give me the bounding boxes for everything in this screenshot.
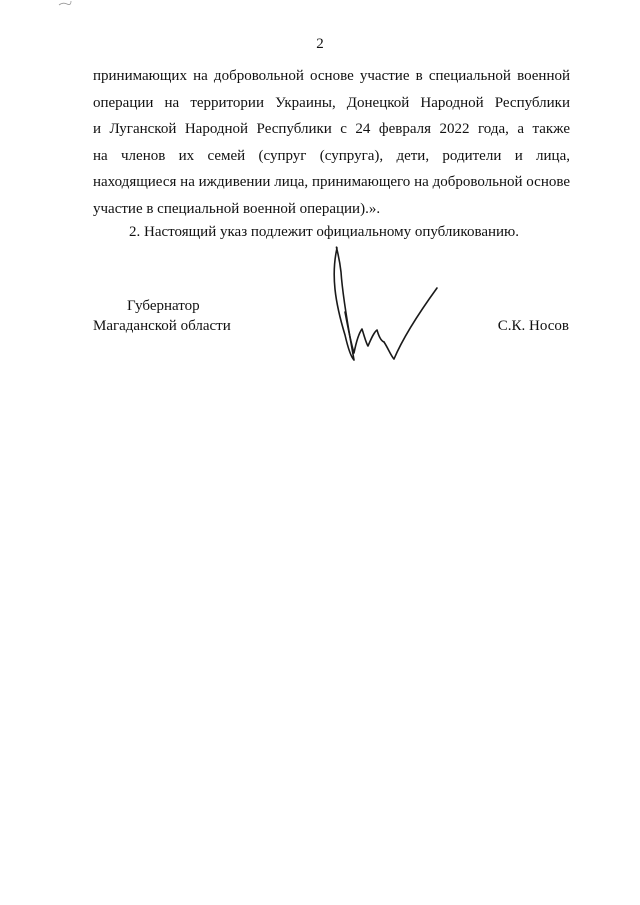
- paragraph-line: операции на территории Украины, Донецкой Народной Республики: [93, 94, 570, 111]
- page-number: 2: [316, 36, 324, 52]
- paragraph-line: участие в специальной военной операции).».: [93, 200, 381, 217]
- paragraph-2: 2. Настоящий указ подлежит официальному опубликованию.: [129, 224, 520, 240]
- signer-position: Губернатор: [127, 298, 200, 314]
- signer-region: Магаданской области: [93, 318, 231, 334]
- scan-mark: [58, 0, 72, 6]
- signer-title: [93, 296, 231, 336]
- paragraph-1: [93, 63, 570, 222]
- paragraph-line: на членов их семей (супруг (супруга), дети, родители и лица,: [93, 147, 570, 164]
- paragraph-line: принимающих на добровольной основе участие в специальной военной: [93, 68, 570, 84]
- handwritten-signature: [325, 240, 445, 365]
- paragraph-line: находящиеся на иждивении лица, принимающего на добровольной основе: [93, 174, 570, 190]
- signer-name: С.К. Носов: [497, 318, 569, 334]
- paragraph-line: и Луганской Народной Республики с 24 февраля 2022 года, а также: [93, 121, 570, 137]
